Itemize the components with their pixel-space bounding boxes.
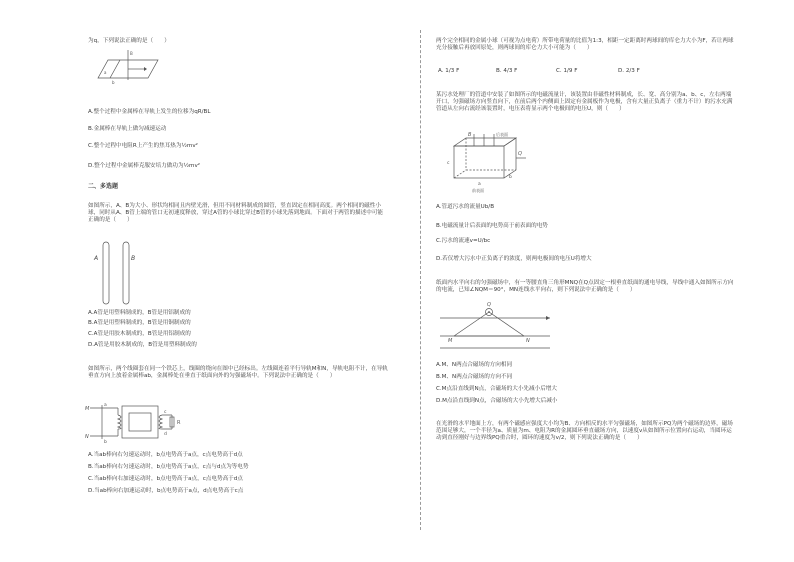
question-text: 如图所示，两个线圈套在同一个铁芯上，线圈的绕向在图中已经标出。左线圈连着平行导轨M和N，导轨电阻不计，在导轨垂直方向上放着金属棒ab，金属棒处在垂直于纸面向外的匀强磁场中。下列说法中正确的是（ ） (88, 366, 388, 379)
section-title: 二、多选题 (88, 183, 119, 190)
option-c: C.整个过程中电阻R上产生的焦耳热为½mv² (88, 143, 198, 149)
question-text: 纸面内水平向右的匀强磁场中，有一等腰直角三角形MNQ在Q点固定一根垂直纸面的通电导线，导线中通入如图所示方向的电流，已知∠NQM＝90°，MN连线水平向右，则下列说法中正确的是（ ） (436, 280, 734, 293)
rail-label-N: N (85, 434, 89, 440)
tube-label-b: B (131, 255, 136, 262)
option-a: A.管道污水的流量Ub/B (436, 204, 495, 210)
option-b: B.当ab棒向右匀速运动时，b点电势高于a点，c点与d点为等电势 (88, 464, 249, 470)
question-intro: 为q，下列说法正确的是（ ） (88, 38, 170, 44)
column-divider (420, 30, 421, 530)
option-c: C.A管是用胶木制成的，B管是用铝制成的 (88, 331, 191, 337)
option-b: B.M、N两点合磁场的方向不同 (436, 374, 513, 380)
option-a: A.A管是用塑料制成的，B管是用铝制成的 (88, 310, 191, 316)
resistor-label: R (177, 420, 181, 426)
rail-figure (98, 50, 158, 90)
option-c: C.污水的流速v=U/bc (436, 238, 491, 244)
dim-label-c: c (447, 161, 450, 166)
question-text: 某污水处理厂的管道中安装了如图所示的电磁流量计，该装置由非磁性材料制成，长、宽、高分别为a、b、c，左右两端开口，匀强磁场方向竖直向下，在前后两个内侧面上固定有金属板作为电极，含有大量正负离子（重力不计）的污水充满管道从左向右流经该装置时，电压表将显示两个电极间的电压U，则（ ） (436, 92, 733, 112)
option-b: B. 4/3 F (496, 68, 518, 74)
option-c: C.M点沿直线到N点，合磁场的大小先减小后增大 (436, 386, 557, 392)
coil-label-d: d (164, 432, 167, 437)
question-text: 两个完全相同的金属小球（可视为点电荷）所带电荷量的比值为1:3，相距一定距离时两球间的库仑力大小为F，若让两球充分接触后再放回原处，则两球间的库仑力大小可能为（ ） (436, 38, 734, 51)
question-text: 如图所示，A、B为大小、形状均相同且内壁光滑，但用不同材料制成的圆管，竖直固定在相同高度。两个相同的磁性小球，同时从A、B管上端的管口无初速度释放，穿过A管的小球比穿过B管的小球先落到地面。下面对于两管的描述中可能正确的是（ ） (88, 203, 384, 223)
right-column (436, 0, 736, 562)
option-a: A.M、N两点合磁场的方向相同 (436, 362, 513, 368)
rail-label-M: M (85, 406, 90, 412)
option-d: D.当ab棒向右加速运动时，b点电势高于a点，d点电势高于c点 (88, 488, 244, 494)
front-face-label: 前表面 (472, 188, 484, 193)
flow-label-Q: Q (518, 151, 522, 157)
question-text: 在光滑的水平地面上方，有两个磁感应强度大小均为B、方向相反的水平匀强磁场，如图所示PQ为两个磁场的边界，磁场范围足够大，一个半径为a、质量为m、电阻为R的金属圆环垂直磁场方向，以速度v从如图所示位置向右运动，当圆环运动到直径刚好与边界线PQ重合时，圆环的速度为v/2，则下列说法正确的是（ ） (436, 421, 733, 441)
option-a: A.当ab棒向右匀速运动时，b点电势高于a点，c点电势高于d点 (88, 452, 243, 458)
option-b: B.金属棒在导轨上做匀减速运动 (88, 126, 167, 132)
left-column (85, 0, 406, 562)
rail-label-B: B (130, 51, 133, 56)
wire-triangle-figure (440, 304, 550, 352)
option-c: C. 1/9 F (556, 68, 578, 74)
option-a: A. 1/3 F (438, 68, 460, 74)
point-label-N: N (526, 338, 530, 344)
option-d: D.整个过程中金属棒克服安培力做功为½mv² (88, 163, 201, 169)
wire-label-Q: Q (487, 302, 491, 308)
tubes-figure (94, 242, 142, 306)
option-c: C.当ab棒向右加速运动时，b点电势高于a点，c点电势高于d点 (88, 476, 243, 482)
option-d: D.A管是用胶木制成的，B管是用塑料制成的 (88, 342, 197, 348)
dim-label-b: b (509, 175, 512, 180)
coil-figure (85, 400, 188, 446)
back-face-label: 后表面 (496, 132, 508, 137)
option-d: D. 2/3 F (618, 68, 640, 74)
rail-label-b: b (112, 80, 115, 85)
rod-label-b: b (104, 440, 107, 445)
tube-label-a: A (94, 255, 99, 262)
point-label-M: M (448, 338, 453, 344)
option-b: B.A管是用塑料制成的，B管是用铜制成的 (88, 320, 191, 326)
coil-label-c: c (164, 410, 167, 415)
field-label-B: B (468, 132, 472, 138)
option-a: A.整个过程中金属棒在导轨上发生的位移为qR/BL (88, 109, 211, 115)
option-b: B.电磁流量计后表面的电势高于前表面的电势 (436, 223, 548, 229)
dim-label-a: a (478, 182, 481, 187)
option-d: D.若仅增大污水中正负离子的浓度，则两电极间的电压U将增大 (436, 256, 592, 262)
rod-label-a: a (104, 403, 107, 408)
flow-meter-figure (447, 132, 528, 193)
option-d: D.M点沿直线到N点，合磁场的大小先增大后减小 (436, 398, 558, 404)
rail-label-a: a (104, 70, 107, 75)
